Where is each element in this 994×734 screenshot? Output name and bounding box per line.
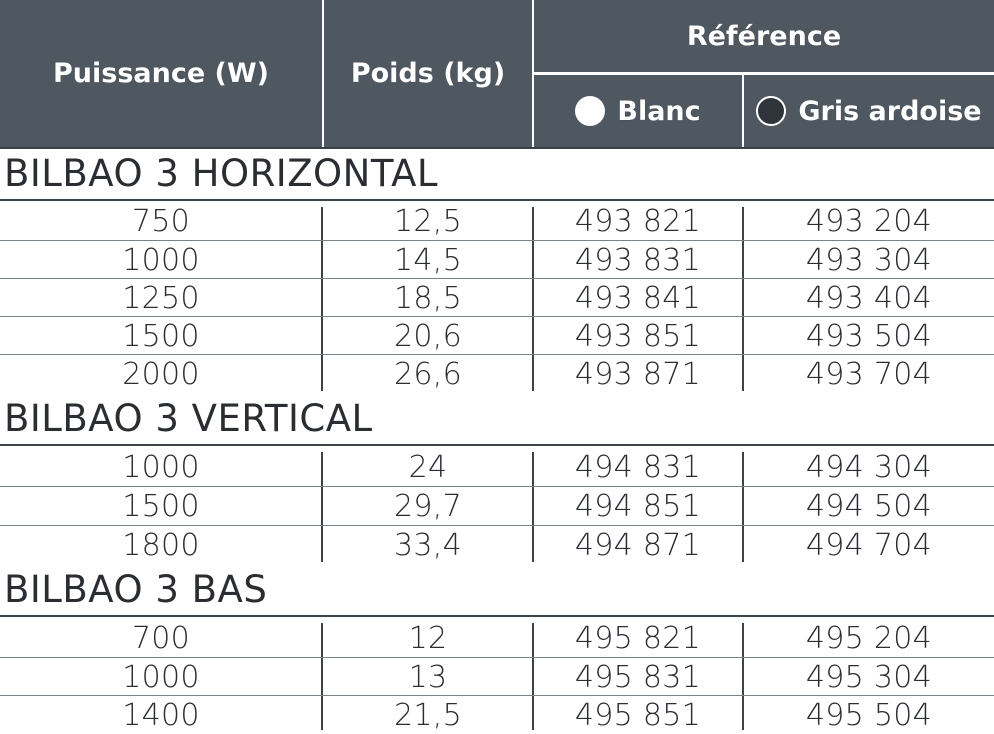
cell-poids: 20,6 <box>394 318 462 354</box>
table-row <box>0 202 994 240</box>
header-poids: Poids (kg) <box>350 58 506 89</box>
cell-gris: 495 304 <box>805 659 933 695</box>
table-row <box>0 448 994 486</box>
cell-gris: 493 404 <box>805 280 933 316</box>
table-row <box>0 355 994 393</box>
header-gris-ardoise <box>744 75 994 147</box>
cell-blanc: 494 851 <box>574 488 702 524</box>
cell-puissance: 700 <box>131 620 191 656</box>
cell-puissance: 1000 <box>122 659 200 695</box>
section-rule <box>0 615 994 617</box>
cell-puissance: 1000 <box>122 449 200 485</box>
header-gris-label: Gris ardoise <box>798 95 982 127</box>
header-reference: Référence <box>686 20 842 52</box>
cell-blanc: 493 841 <box>574 280 702 316</box>
cell-gris: 493 204 <box>805 203 933 239</box>
white-swatch-icon <box>575 96 605 126</box>
cell-poids: 12 <box>408 620 448 656</box>
cell-gris: 493 704 <box>805 356 933 392</box>
cell-poids: 24 <box>408 449 448 485</box>
table-row <box>0 487 994 525</box>
cell-puissance: 1500 <box>122 318 200 354</box>
header-blanc <box>534 75 742 147</box>
header-puissance: Puissance (W) <box>52 58 270 89</box>
cell-puissance: 1400 <box>122 697 200 733</box>
cell-puissance: 1250 <box>122 280 200 316</box>
cell-gris: 493 304 <box>805 242 933 278</box>
cell-gris: 495 504 <box>805 697 933 733</box>
cell-gris: 494 304 <box>805 449 933 485</box>
cell-poids: 29,7 <box>394 488 462 524</box>
table-row <box>0 696 994 734</box>
section-title-bas: BILBAO 3 BAS <box>4 568 268 611</box>
table-row <box>0 658 994 696</box>
cell-blanc: 493 831 <box>574 242 702 278</box>
cell-gris: 495 204 <box>805 620 933 656</box>
header-blanc-label: Blanc <box>617 95 701 127</box>
table-row <box>0 317 994 355</box>
cell-poids: 13 <box>408 659 448 695</box>
cell-poids: 26,6 <box>394 356 462 392</box>
slate-swatch-icon <box>756 96 786 126</box>
cell-blanc: 494 831 <box>574 449 702 485</box>
cell-puissance: 2000 <box>122 356 200 392</box>
cell-gris: 494 704 <box>805 527 933 563</box>
cell-blanc: 494 871 <box>574 527 702 563</box>
section-title-horizontal: BILBAO 3 HORIZONTAL <box>4 152 439 195</box>
cell-poids: 18,5 <box>394 280 462 316</box>
cell-puissance: 1500 <box>122 488 200 524</box>
cell-puissance: 750 <box>131 203 191 239</box>
section-title-vertical: BILBAO 3 VERTICAL <box>4 397 373 440</box>
table-header <box>0 0 994 149</box>
cell-gris: 494 504 <box>805 488 933 524</box>
cell-blanc: 493 851 <box>574 318 702 354</box>
table-row <box>0 619 994 657</box>
section-rule <box>0 199 994 201</box>
cell-puissance: 1800 <box>122 527 200 563</box>
cell-blanc: 495 821 <box>574 620 702 656</box>
cell-blanc: 495 831 <box>574 659 702 695</box>
table-row <box>0 241 994 279</box>
cell-poids: 21,5 <box>394 697 462 733</box>
cell-blanc: 493 821 <box>574 203 702 239</box>
table-row <box>0 526 994 564</box>
cell-gris: 493 504 <box>805 318 933 354</box>
cell-puissance: 1000 <box>122 242 200 278</box>
section-rule <box>0 444 994 446</box>
cell-blanc: 495 851 <box>574 697 702 733</box>
cell-blanc: 493 871 <box>574 356 702 392</box>
cell-poids: 12,5 <box>394 203 462 239</box>
cell-poids: 33,4 <box>394 527 462 563</box>
table-row <box>0 279 994 317</box>
cell-poids: 14,5 <box>394 242 462 278</box>
